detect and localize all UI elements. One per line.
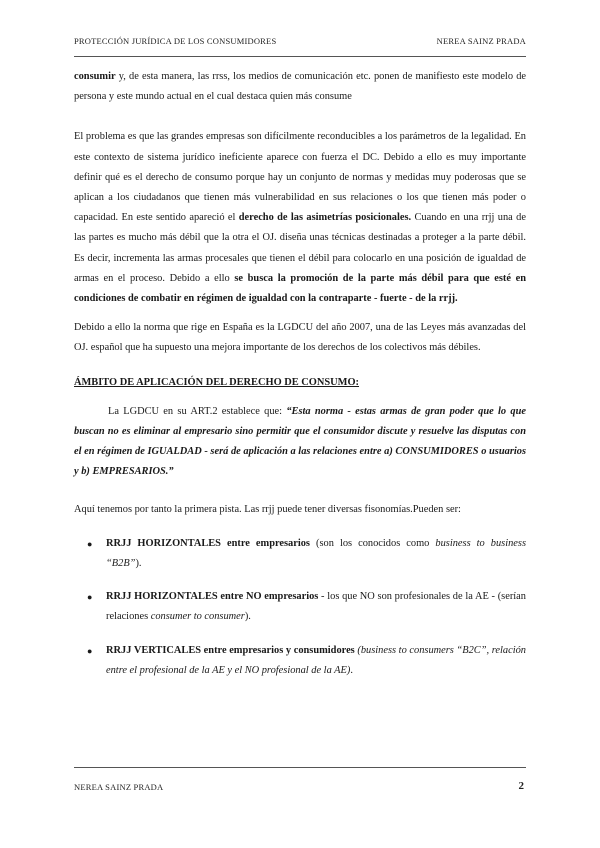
bold-text: derecho de las asimetrías posicionales. [238,212,412,224]
bold-text: RRJJ HORIZONTALES entre NO empresarios [106,591,319,603]
section-heading: ÁMBITO DE APLICACIÓN DEL DERECHO DE CONSUMO: [74,376,360,388]
quoted-article: “Esta norma - estas armas de gran poder que lo que buscan no es eliminar al empresario sino permitir que el consumidor discute y resuelve las disputas con el en régimen de IGUALDAD - será de aplicación a las relaciones entre a) CONSUMIDORES o usuarios y b) EMPRESARIOS.” [74,405,526,478]
paragraph-4 [74,402,526,483]
footer-author: NEREA SAINZ PRADA [74,782,164,792]
italic-text: business to business “B2B” [106,537,526,570]
document-body [74,67,526,694]
italic-text: consumer to consumer [150,611,245,623]
paragraph-text: Cuando en una rrjj una de las partes es mucho más débil que la otra el OJ. diseña unas técnicas destinadas a proteger a la parte débil. Es decir, incrementa las armas procesales que tienen el débil para colocarlo en una posición de igualdad de armas en el proceso. Debido a ello [74,212,526,284]
page-footer [74,780,526,794]
bullet-icon: ● [87,645,93,656]
list-item [74,641,526,681]
paragraph-text: - los que NO son profesionales de la AE - (serían relaciones [106,591,526,623]
footer-rule [74,767,526,768]
paragraph-text: La LGDCU en su ART.2 establece que: [108,405,287,417]
paragraph-text: ). [244,611,251,623]
page-number: 2 [518,780,524,792]
paragraph-5 [74,500,526,520]
paragraph-text: Aquí tenemos por tanto la primera pista. Las rrjj puede tener diversas fisonomías.Pueden ser: [74,503,461,515]
list-item [74,534,526,574]
paragraph-text: Debido a ello la norma que rige en España es la LGDCU del año 2007, una de las Leyes más avanzadas del OJ. español que ha supuesto una mejora importante de los derechos de los colectivos más débiles. [74,322,526,354]
paragraph-text: . [350,664,353,676]
italic-text: (business to consumers “B2C”, relación entre el profesional de la AE y el NO profesional de la AE) [106,644,526,676]
paragraph-2 [74,127,526,309]
page-header [74,36,526,48]
header-author: NEREA SAINZ PRADA [436,36,526,46]
header-title: PROTECCIÓN JURÍDICA DE LOS CONSUMIDORES [74,36,277,46]
paragraph-3 [74,318,526,358]
paragraph-1 [74,67,526,107]
bold-text: RRJJ VERTICALES entre empresarios y consumidores [106,644,355,656]
paragraph-text: ). [135,558,142,570]
paragraph-text: El problema es que las grandes empresas son difícilmente reconducibles a los parámetros de la legalidad. En este contexto de sistema jurídico ineficiente aparece con fuerza el DC. Debido a ello es muy importante definir qué es el derecho de consumo porque hay un conjunto de normas y medidas muy poderosas que se aplican a los ciudadanos que tienen más vulnerabilidad en sus relaciones o los que tienen más poder o capacidad. En este sentido apareció el [74,131,526,224]
header-rule [74,56,526,57]
relations-list [74,534,526,681]
bold-text: se busca la promoción de la parte más débil para que esté en condiciones de combatir en régimen de igualdad con la contraparte - fuerte - de la rrjj. [74,272,527,305]
paragraph-text: (son los conocidos como [309,537,436,549]
bold-text: RRJJ HORIZONTALES entre empresarios [106,537,310,549]
list-item [74,587,526,627]
bullet-icon: ● [87,538,93,549]
bullet-icon: ● [87,592,93,603]
paragraph-text: y, de esta manera, las rrss, los medios de comunicación etc. ponen de manifiesto este modelo de persona y este mundo actual en el cual destaca quien más consume [74,71,526,103]
bold-text: consumir [74,71,116,82]
